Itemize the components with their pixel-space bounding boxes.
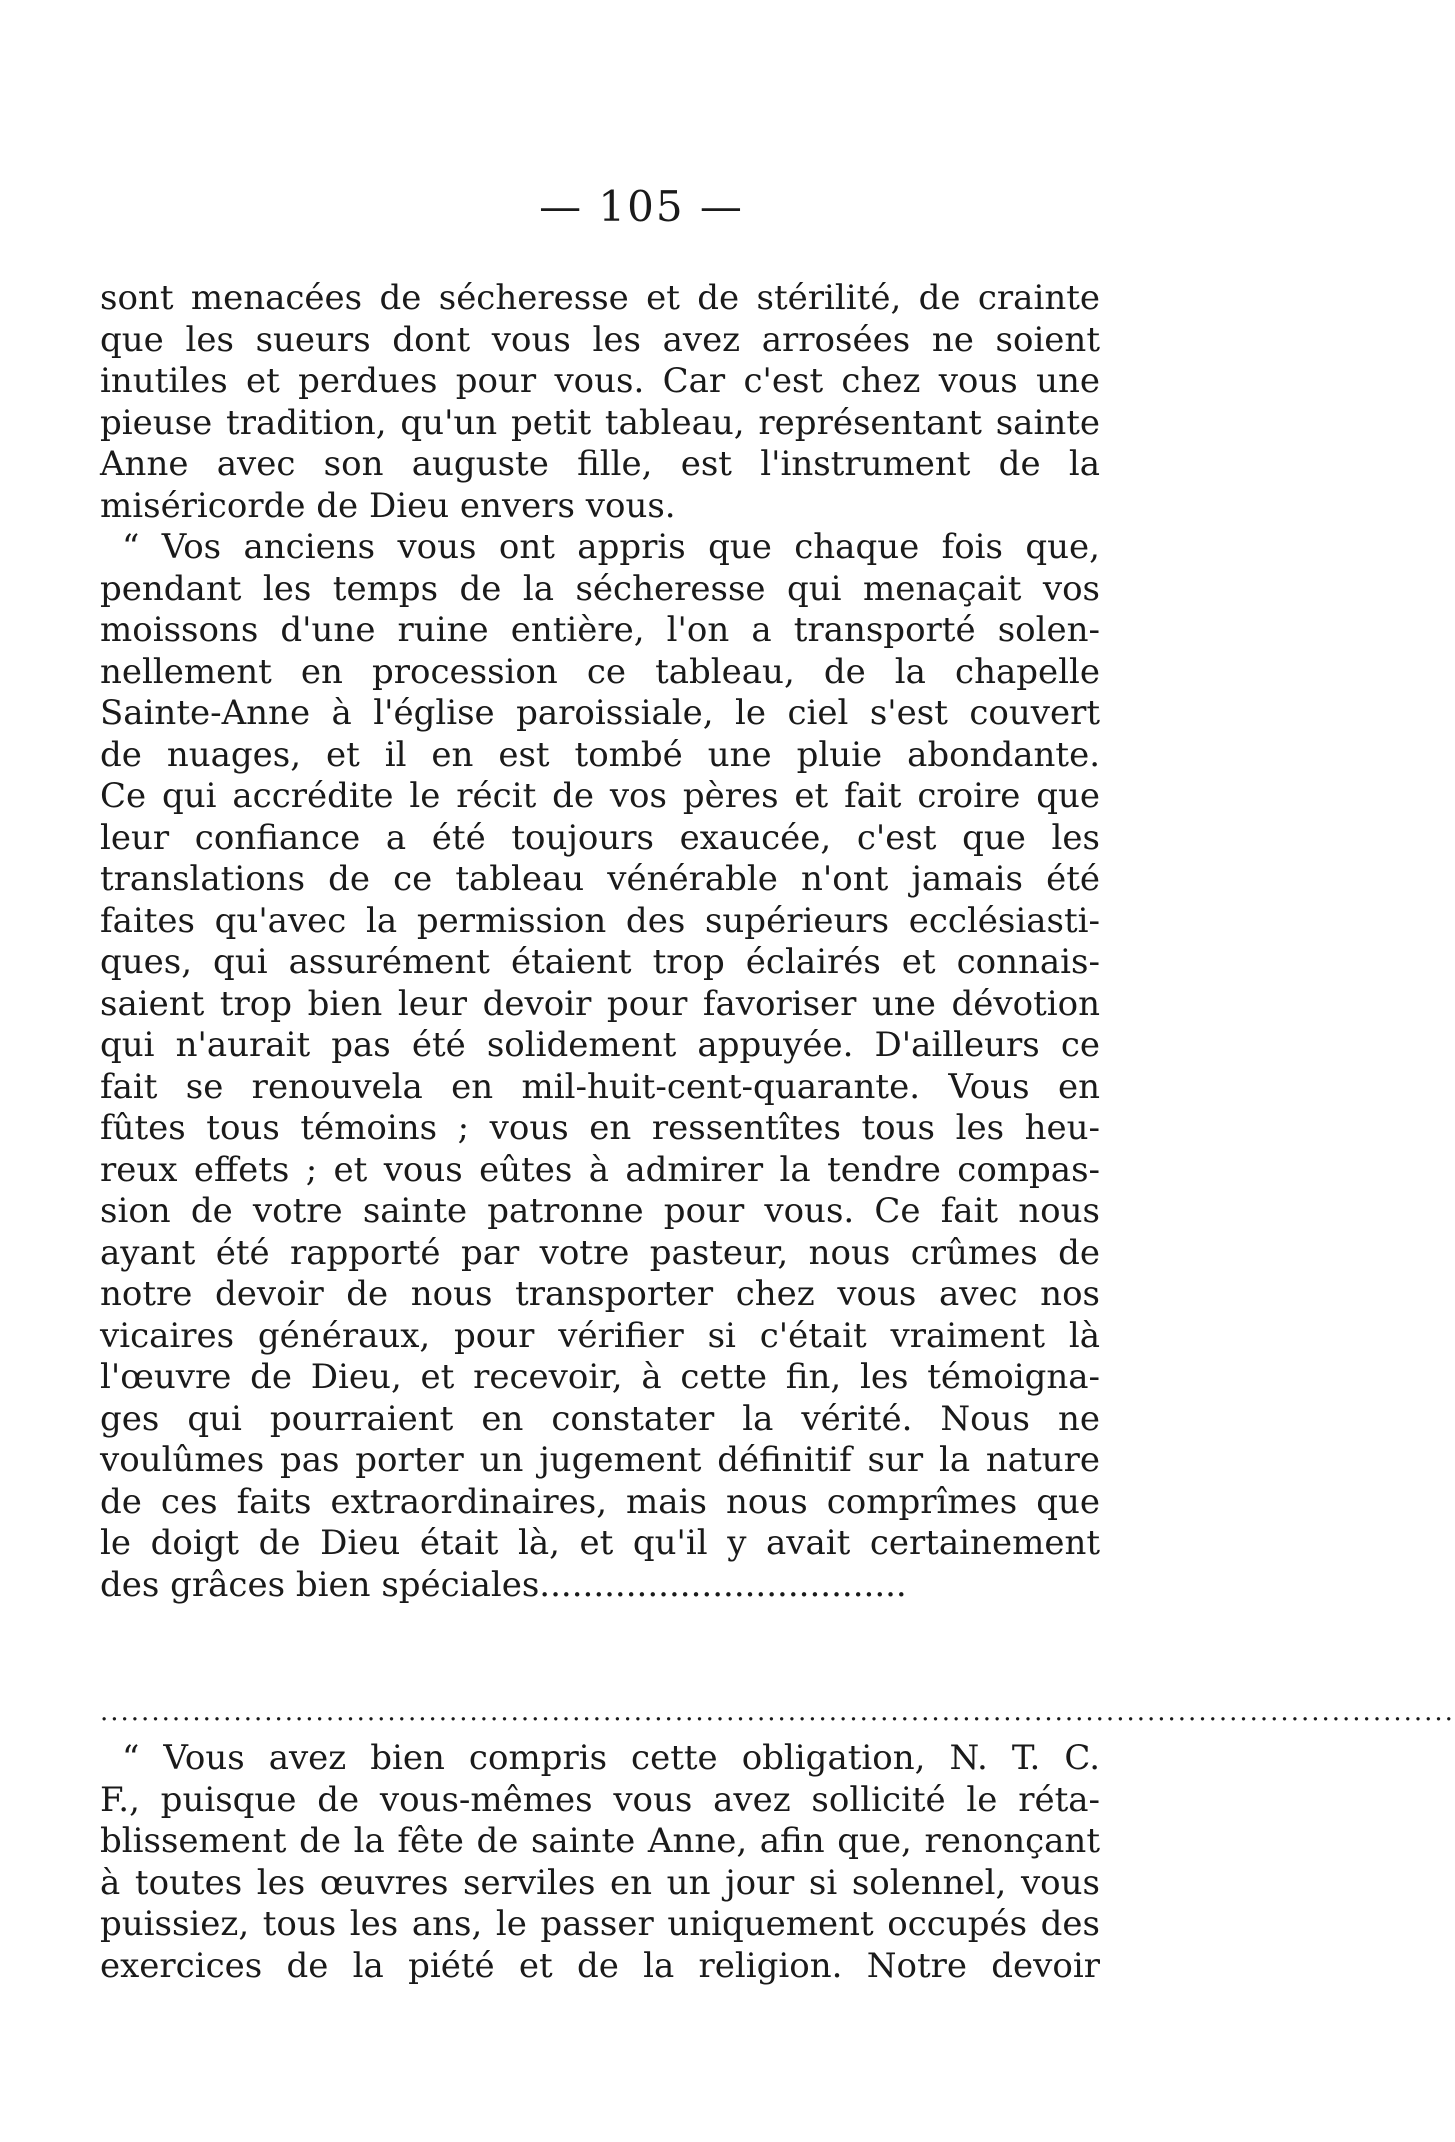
text-line: notre devoir de nous transporter chez vous avec nos	[100, 1274, 1100, 1314]
text-line: fait se renouvela en mil-huit-cent-quarante. Vous en	[100, 1066, 1100, 1107]
text-line: de ces faits extraordinaires, mais nous comprîmes que	[100, 1481, 1100, 1522]
text-line: “ Vos anciens vous ont appris que chaque fois que,	[122, 527, 1100, 567]
text-line: saient trop bien leur devoir pour favoriser une dévotion	[100, 983, 1100, 1024]
text-line: Sainte-Anne à l'église paroissiale, le ciel s'est couvert	[100, 693, 1100, 733]
text-line: qui n'aurait pas été solidement appuyée. D'ailleurs ce	[100, 1025, 1100, 1065]
text-line: vicaires généraux, pour vérifier si c'était vraiment là	[100, 1315, 1100, 1356]
text-line: F., puisque de vous-mêmes vous avez sollicité le réta-	[100, 1779, 1100, 1820]
text-line: sion de votre sainte patronne pour vous. Ce fait nous	[100, 1191, 1100, 1231]
text-line: puissiez, tous les ans, le passer uniquement occupés des	[100, 1904, 1100, 1944]
text-line: moissons d'une ruine entière, l'on a transporté solen-	[100, 610, 1100, 650]
text-line: blissement de la fête de sainte Anne, afin que, renonçant	[100, 1821, 1100, 1861]
text-line: pendant les temps de la sécheresse qui menaçait vos	[100, 568, 1100, 609]
text-line: faites qu'avec la permission des supérieurs ecclésiasti-	[100, 900, 1100, 941]
text-line: leur confiance a été toujours exaucée, c'est que les	[100, 817, 1100, 858]
text-line: miséricorde de Dieu envers vous.	[100, 485, 676, 526]
text-line: fûtes tous témoins ; vous en ressentîtes tous les heu-	[100, 1108, 1100, 1148]
text-line: sont menacées de sécheresse et de stérilité, de crainte	[100, 278, 1100, 318]
page-number: — 105 —	[539, 182, 744, 231]
text-line: Anne avec son auguste fille, est l'instrument de la	[100, 444, 1100, 484]
text-line: inutiles et perdues pour vous. Car c'est chez vous une	[100, 361, 1100, 401]
text-line: ges qui pourraient en constater la vérité. Nous ne	[100, 1398, 1100, 1439]
text-line: le doigt de Dieu était là, et qu'il y avait certainement	[100, 1523, 1100, 1563]
text-line: ayant été rapporté par votre pasteur, nous crûmes de	[100, 1232, 1100, 1273]
final-text-block	[100, 1738, 1100, 1987]
text-line: nellement en procession ce tableau, de la chapelle	[100, 651, 1100, 692]
text-line: reux effets ; et vous eûtes à admirer la tendre compas-	[100, 1149, 1100, 1190]
text-line: des grâces bien spéciales..................................	[100, 1564, 907, 1605]
text-line: l'œuvre de Dieu, et recevoir, à cette fin, les témoigna-	[100, 1357, 1100, 1397]
text-line: Ce qui accrédite le récit de vos pères et fait croire que	[100, 776, 1100, 816]
text-line: translations de ce tableau vénérable n'ont jamais été	[100, 859, 1100, 899]
text-line: pieuse tradition, qu'un petit tableau, représentant sainte	[100, 402, 1100, 443]
text-line: “ Vous avez bien compris cette obligation, N. T. C.	[122, 1738, 1100, 1778]
text-line: que les sueurs dont vous les avez arrosées ne soient	[100, 319, 1100, 360]
text-line: exercices de la piété et de la religion. Notre devoir	[100, 1945, 1100, 1986]
ellipsis-separator: ....................................................................................................................................	[100, 1697, 1455, 1727]
text-line: ques, qui assurément étaient trop éclairés et connais-	[100, 942, 1100, 982]
text-line: à toutes les œuvres serviles en un jour si solennel, vous	[100, 1862, 1100, 1903]
text-line: de nuages, et il en est tombé une pluie abondante.	[100, 734, 1100, 775]
main-text-block	[100, 278, 1100, 1606]
text-line: voulûmes pas porter un jugement définitif sur la nature	[100, 1440, 1100, 1480]
